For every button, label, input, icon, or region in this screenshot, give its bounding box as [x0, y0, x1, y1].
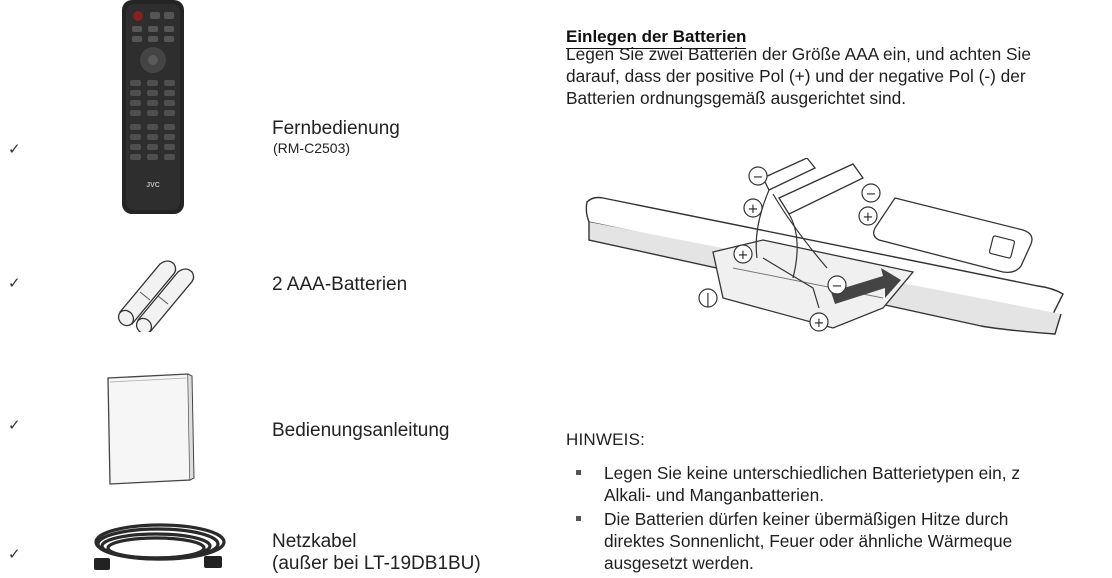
svg-text:−: − [865, 187, 877, 202]
svg-text:+: + [813, 316, 825, 331]
battery-insertion-diagram [583, 158, 1073, 358]
note-heading: HINWEIS: [566, 430, 646, 449]
item-batteries-name: 2 AAA-Batterien [272, 274, 408, 295]
remote-brand-logo: JVC [146, 182, 160, 189]
check-icon: ✓ [8, 274, 21, 292]
note-item [566, 508, 1112, 574]
svg-text:−: − [752, 170, 764, 185]
item-manual-name: Bedienungsanleitung [272, 420, 450, 441]
aaa-batteries-image [110, 252, 210, 332]
item-remote-name: Fernbedienung [272, 118, 400, 139]
check-icon: ✓ [8, 416, 21, 434]
battery-instructions [566, 43, 1112, 109]
battery-section-heading: Einlegen der Batterien [566, 27, 746, 49]
note-item [566, 462, 1112, 506]
battery-instructions-line: Batterien ordnungsgemäß ausgerichtet sind. [566, 88, 907, 108]
item-remote-model: (RM-C2503) [273, 140, 351, 156]
svg-text:−: − [831, 279, 843, 294]
svg-text:+: + [862, 210, 874, 225]
svg-text:+: + [747, 202, 759, 217]
svg-text:+: + [737, 248, 749, 263]
power-cable-image [86, 520, 236, 578]
note-item-line: Die Batterien dürfen keiner übermäßigen Hitze durch [604, 509, 1009, 529]
check-icon: ✓ [8, 545, 21, 563]
battery-instructions-line: darauf, dass der positive Pol (+) und der negative Pol (-) der [566, 66, 1026, 86]
note-list [566, 462, 1112, 576]
instruction-manual-image [100, 372, 200, 486]
check-icon: ✓ [8, 140, 21, 158]
item-cable-note: (außer bei LT-19DB1BU) [272, 553, 481, 574]
battery-instructions-line: Legen Sie zwei Batterien der Größe AAA ein, und achten Sie [566, 44, 1031, 64]
svg-text:|: | [705, 292, 711, 307]
item-cable-name: Netzkabel [272, 531, 357, 552]
note-item-line: Legen Sie keine unterschiedlichen Batterietypen ein, z [604, 463, 1020, 483]
note-item-line: Alkali- und Manganbatterien. [604, 485, 824, 505]
note-item-line: direktes Sonnenlicht, Feuer oder ähnliche Wärmeque [604, 531, 1013, 551]
note-item-line: ausgesetzt werden. [604, 553, 754, 573]
remote-control-image [118, 0, 190, 216]
